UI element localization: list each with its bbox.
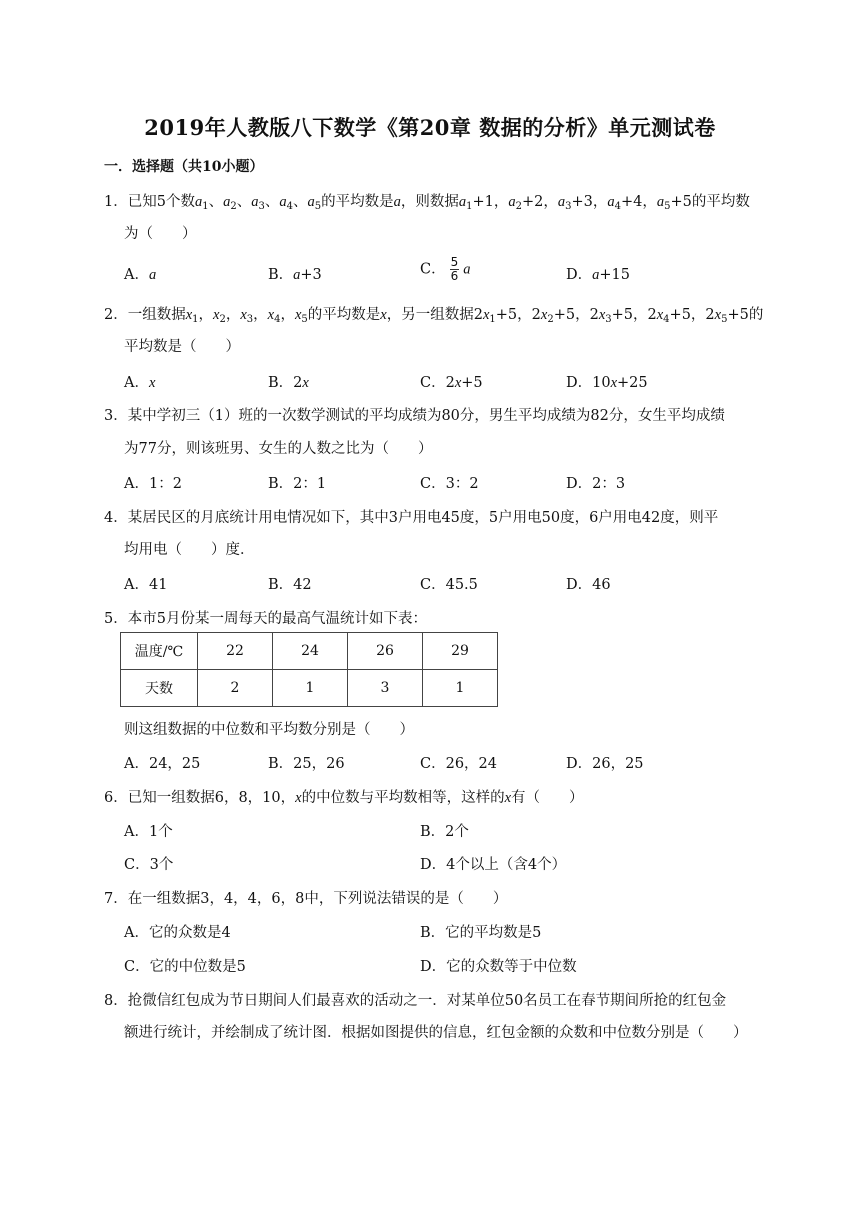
page-title: 2019年人教版八下数学《第20章 数据的分析》单元测试卷 <box>144 115 716 140</box>
section-heading: 一．选择题（共10小题） <box>104 159 264 175</box>
question-6: 6．已知一组数据6，8，10，x的中位数与平均数相等，这样的x有（ ） <box>104 790 584 806</box>
q1-option-b: B．a+3 <box>268 267 322 283</box>
q4-option-d: D．46 <box>566 577 611 593</box>
q3-option-d: D．2：3 <box>566 476 626 492</box>
table-cell: 26 <box>348 633 423 670</box>
question-1: 1．已知5个数$a_1$、$a_2$、$a_3$、$a_4$、$a_5$的平均数是a，则数据$a_1+1$，$a_2+2$，$a_3+3$，$a_4+4$，$a_5+5$的平均数 <box>104 194 750 212</box>
q4-option-a: A．41 <box>124 577 168 593</box>
q2-option-a: A．x <box>124 375 156 391</box>
table-cell: 1 <box>273 670 348 707</box>
question-5: 5．本市5月份某一周每天的最高气温统计如下表： <box>104 611 427 627</box>
question-7: 7．在一组数据3，4，4，6，8中，下列说法错误的是（ ） <box>104 891 508 907</box>
q5-option-d: D．26，25 <box>566 756 644 772</box>
table-row <box>121 633 498 670</box>
table-cell: 1 <box>423 670 498 707</box>
q6-option-a: A．1个 <box>124 824 173 840</box>
q6-option-b: B．2个 <box>420 824 469 840</box>
q6-option-c: C．3个 <box>124 857 174 873</box>
q3-option-b: B．2：1 <box>268 476 327 492</box>
q2-option-b: B．2x <box>268 375 309 391</box>
question-5-cont: 则这组数据的中位数和平均数分别是（ ） <box>124 722 414 738</box>
q6-option-d: D．4个以上（含4个） <box>420 857 567 873</box>
question-3-cont: 为77分，则该班男、女生的人数之比为（ ） <box>124 441 433 457</box>
q5-option-b: B．25，26 <box>268 756 345 772</box>
q7-option-a: A．它的众数是4 <box>124 925 231 941</box>
question-4-cont: 均用电（ ）度． <box>124 542 255 558</box>
question-1-cont: 为（ ） <box>124 226 197 242</box>
q7-option-d: D．它的众数等于中位数 <box>420 959 577 975</box>
table-row <box>121 670 498 707</box>
q1-option-d: D．a+15 <box>566 267 630 283</box>
q4-option-b: B．42 <box>268 577 312 593</box>
fraction: $\frac{5}{6}$ <box>450 255 459 283</box>
table-cell: 温度/℃ <box>121 633 198 670</box>
q7-option-b: B．它的平均数是5 <box>420 925 542 941</box>
question-4: 4．某居民区的月底统计用电情况如下，其中3户用电45度，5户用电50度，6户用电42度，则平 <box>104 510 719 526</box>
q5-option-a: A．24，25 <box>124 756 201 772</box>
question-2-cont: 平均数是（ ） <box>124 339 240 355</box>
question-3: 3．某中学初三（1）班的一次数学测试的平均成绩为80分，男生平均成绩为82分，女生平均成绩 <box>104 408 725 424</box>
q4-option-c: C．45.5 <box>420 577 478 593</box>
q7-option-c: C．它的中位数是5 <box>124 959 246 975</box>
temperature-table <box>120 632 498 707</box>
q5-option-c: C．26，24 <box>420 756 497 772</box>
table-cell: 22 <box>198 633 273 670</box>
table-cell: 天数 <box>121 670 198 707</box>
question-8-cont: 额进行统计，并绘制成了统计图．根据如图提供的信息，红包金额的众数和中位数分别是（ ） <box>124 1025 748 1041</box>
q1-option-a: A．a <box>124 267 157 283</box>
q2-option-c: C．2x+5 <box>420 375 483 391</box>
q1-option-c: C． $\frac{5}{6}$ a <box>420 255 471 283</box>
table-cell: 24 <box>273 633 348 670</box>
table-cell: 29 <box>423 633 498 670</box>
question-8: 8．抢微信红包成为节日期间人们最喜欢的活动之一．对某单位50名员工在春节期间所抢的红包金 <box>104 993 727 1009</box>
table-cell: 2 <box>198 670 273 707</box>
table-cell: 3 <box>348 670 423 707</box>
question-2: 2．一组数据$x_1$，$x_2$，$x_3$，$x_4$，$x_5$的平均数是x，另一组数据$2x_1+5$，$2x_2+5$，$2x_3+5$，$2x_4+5$，$2x_5+5$的 <box>104 307 764 325</box>
q3-option-c: C．3：2 <box>420 476 479 492</box>
q3-option-a: A．1：2 <box>124 476 182 492</box>
q2-option-d: D．10x+25 <box>566 375 648 391</box>
